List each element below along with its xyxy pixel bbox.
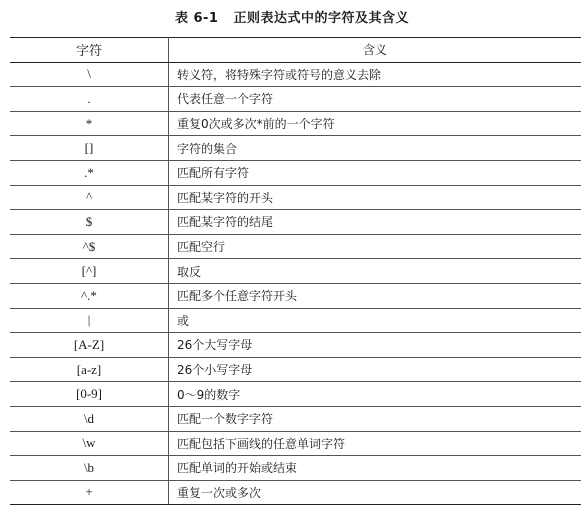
row-meaning-cell: 字符的集合 <box>169 136 582 161</box>
row-meaning-cell: 26个小写字母 <box>169 357 582 382</box>
row-char-cell: | <box>10 308 169 333</box>
table-header-row <box>10 38 581 63</box>
table-row <box>10 62 581 87</box>
row-meaning-cell: 匹配一个数字字符 <box>169 406 582 431</box>
table-row <box>10 333 581 358</box>
table-row <box>10 308 581 333</box>
row-meaning-cell: 匹配某字符的开头 <box>169 185 582 210</box>
table-row <box>10 185 581 210</box>
row-char-cell: [A-Z] <box>10 333 169 358</box>
row-char-cell: ^ <box>10 185 169 210</box>
row-meaning-cell: 0～9的数字 <box>169 382 582 407</box>
regex-character-table <box>10 37 581 505</box>
table-row <box>10 283 581 308</box>
row-meaning-cell: 重复0次或多次*前的一个字符 <box>169 111 582 136</box>
table-row <box>10 431 581 456</box>
table-row <box>10 456 581 481</box>
row-char-cell: ^.* <box>10 283 169 308</box>
row-meaning-cell: 代表任意一个字符 <box>169 87 582 112</box>
table-row <box>10 160 581 185</box>
header-meaning: 含义 <box>169 38 582 63</box>
row-meaning-cell: 匹配多个任意字符开头 <box>169 283 582 308</box>
table-row <box>10 87 581 112</box>
table-row <box>10 357 581 382</box>
row-char-cell: * <box>10 111 169 136</box>
table-row <box>10 259 581 284</box>
row-meaning-cell: 取反 <box>169 259 582 284</box>
row-char-cell: \b <box>10 456 169 481</box>
table-row <box>10 111 581 136</box>
table-row <box>10 406 581 431</box>
row-meaning-cell: 匹配空行 <box>169 234 582 259</box>
table-row <box>10 382 581 407</box>
row-char-cell: [^] <box>10 259 169 284</box>
row-meaning-cell: 匹配单词的开始或结束 <box>169 456 582 481</box>
row-char-cell: [a-z] <box>10 357 169 382</box>
header-char: 字符 <box>10 38 169 63</box>
row-char-cell: . <box>10 87 169 112</box>
row-char-cell: [0-9] <box>10 382 169 407</box>
row-meaning-cell: 匹配所有字符 <box>169 160 582 185</box>
row-meaning-cell: 匹配包括下画线的任意单词字符 <box>169 431 582 456</box>
row-meaning-cell: 或 <box>169 308 582 333</box>
row-meaning-cell: 重复一次或多次 <box>169 480 582 505</box>
table-row <box>10 210 581 235</box>
row-meaning-cell: 转义符，将特殊字符或符号的意义去除 <box>169 62 582 87</box>
row-meaning-cell: 匹配某字符的结尾 <box>169 210 582 235</box>
row-char-cell: [] <box>10 136 169 161</box>
row-char-cell: \ <box>10 62 169 87</box>
row-char-cell: ^$ <box>10 234 169 259</box>
row-char-cell: $ <box>10 210 169 235</box>
row-char-cell: \d <box>10 406 169 431</box>
row-char-cell: + <box>10 480 169 505</box>
row-char-cell: \w <box>10 431 169 456</box>
table-caption: 表 6-1 正则表达式中的字符及其含义 <box>174 11 410 26</box>
table-row <box>10 234 581 259</box>
row-meaning-cell: 26个大写字母 <box>169 333 582 358</box>
row-char-cell: .* <box>10 160 169 185</box>
table-row <box>10 480 581 505</box>
table-row <box>10 136 581 161</box>
table-body <box>10 62 581 505</box>
